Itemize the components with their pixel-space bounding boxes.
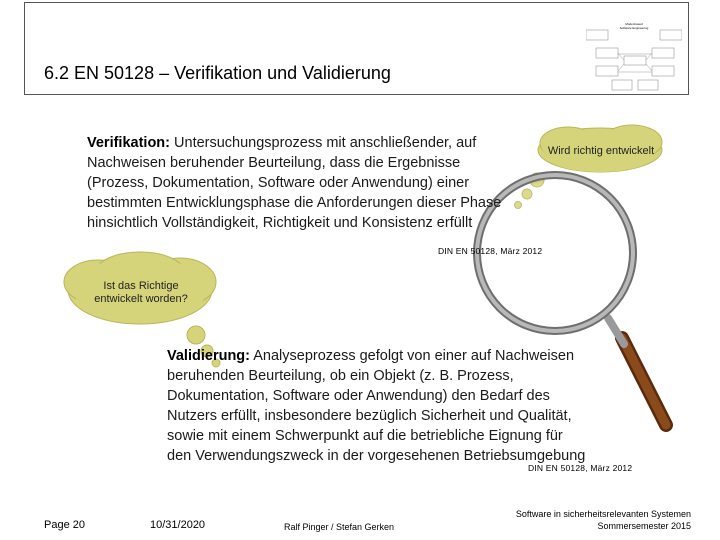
validierung-line-5: sowie mit einem Schwerpunkt auf die betriebliche Eignung für xyxy=(167,428,563,444)
validierung-line-3: Dokumentation, Software oder Anwendung) den Bedarf des xyxy=(167,388,550,404)
verifikation-line-1: Untersuchungsprozess mit anschließender, auf xyxy=(170,135,477,151)
footer-page-number: Page 20 xyxy=(44,519,85,531)
cloud-right-text: Wird richtig entwickelt xyxy=(547,145,655,157)
validierung-term: Validierung: xyxy=(167,348,250,364)
thumb-title-1: Model-based xyxy=(625,22,643,26)
cloud-left-text xyxy=(82,280,200,306)
verifikation-line-3: (Prozess, Dokumentation, Software oder Anwendung) einer xyxy=(87,175,470,191)
footer-course xyxy=(516,508,691,532)
cloud-left-line-1: Ist das Richtige xyxy=(103,280,179,292)
validierung-line-4: Nutzers erfüllt, insbesondere bezüglich Sicherheit und Qualität, xyxy=(167,408,572,424)
footer-authors: Ralf Pinger / Stefan Gerken xyxy=(284,522,395,532)
verifikation-citation: DIN EN 50128, März 2012 xyxy=(438,246,543,256)
validierung-citation: DIN EN 50128, März 2012 xyxy=(528,463,633,473)
verifikation-definition xyxy=(87,133,501,233)
footer-course-line-1: Software in sicherheitsrelevanten Systemen xyxy=(515,509,691,519)
validierung-line-1: Analyseprozess gefolgt von einer auf Nachweisen xyxy=(250,348,575,364)
verifikation-line-5: hinsichtlich Vollständigkeit, Richtigkeit und Konsistenz erfüllt xyxy=(87,215,473,231)
footer-date: 10/31/2020 xyxy=(150,519,206,531)
slide-title: 6.2 EN 50128 – Verifikation und Validierung xyxy=(44,63,391,83)
validierung-definition xyxy=(167,346,585,466)
validierung-line-2: beruhenden Beurteilung, ob ein Objekt (z. B. Prozess, xyxy=(167,368,514,384)
thumb-title-2: Software Engineering xyxy=(619,26,649,30)
verifikation-term: Verifikation: xyxy=(87,135,170,151)
verifikation-line-2: Nachweisen beruhender Beurteilung, dass die Ergebnisse xyxy=(87,155,461,171)
verifikation-line-4: bestimmten Entwicklungsphase die Anforderungen dieser Phase xyxy=(87,195,502,211)
cloud-left-line-2: entwickelt worden? xyxy=(94,293,188,305)
footer-course-line-2: Sommersemester 2015 xyxy=(597,521,691,531)
validierung-line-6: den Verwendungszweck in der vorgesehenen Betriebsumgebung xyxy=(167,448,586,464)
